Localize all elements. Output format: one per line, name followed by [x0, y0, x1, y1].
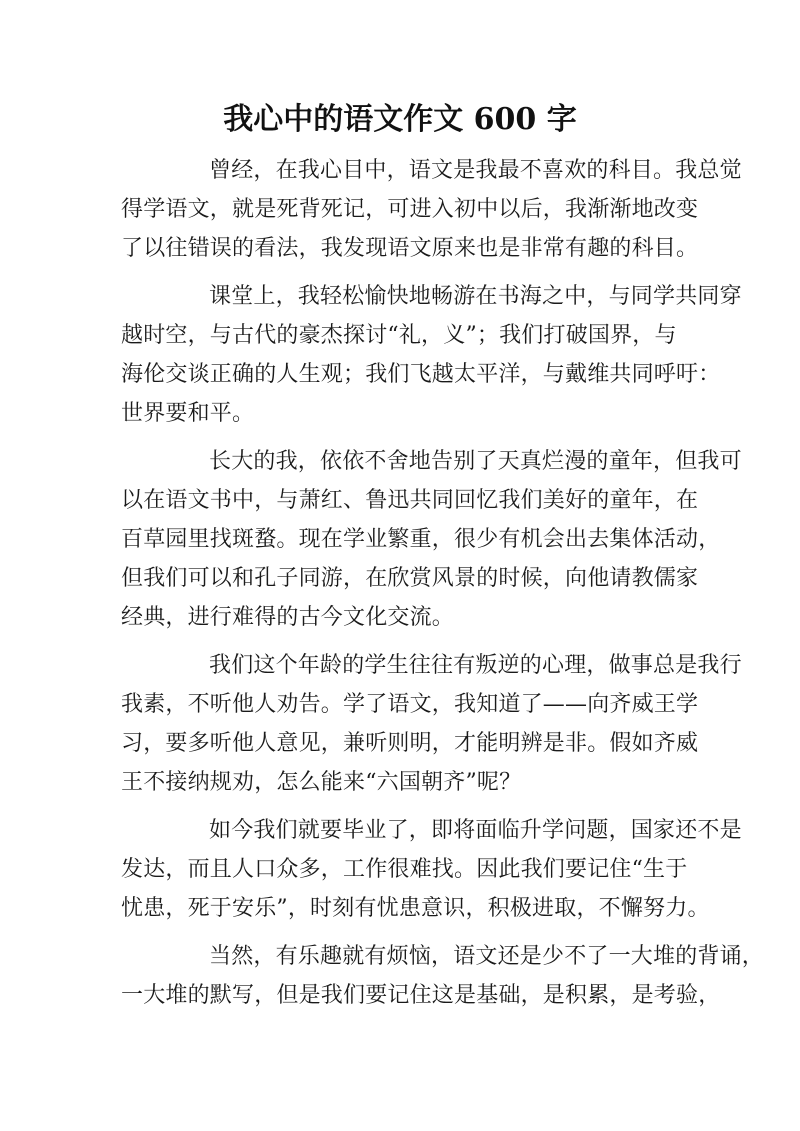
- text-line: 当然，有乐趣就有烦恼，语文还是少不了一大堆的背诵，: [209, 944, 765, 969]
- text-line: 但我们可以和孔子同游，在欣赏风景的时候，向他请教儒家: [121, 566, 699, 591]
- paragraph-4: [121, 646, 742, 802]
- text-line: 长大的我，依依不舍地告别了天真烂漫的童年，但我可: [209, 449, 742, 474]
- text-line: 习，要多听他人意见，兼听则明，才能明辨是非。假如齐威: [121, 731, 699, 756]
- text-line: 王不接纳规劝，怎么能来“六国朝齐”呢？: [121, 770, 522, 795]
- text-line: 以在语文书中，与萧红、鲁迅共同回忆我们美好的童年，在: [121, 488, 699, 513]
- document-body: [121, 151, 765, 1024]
- text-line: 我们这个年龄的学生往往有叛逆的心理，做事总是我行: [209, 653, 742, 678]
- text-line: 了以往错误的看法，我发现语文原来也是非常有趣的科目。: [121, 236, 699, 261]
- text-line: 课堂上，我轻松愉快地畅游在书海之中，与同学共同穿: [209, 284, 742, 309]
- paragraph-3: [121, 442, 742, 637]
- paragraph-6: [121, 937, 765, 1015]
- text-line: 我素，不听他人劝告。学了语文，我知道了——向齐威王学: [121, 692, 699, 717]
- paragraph-5: [121, 811, 742, 928]
- text-line: 海伦交谈正确的人生观；我们飞越太平洋，与戴维共同呼吁：: [121, 362, 721, 387]
- text-line: 越时空，与古代的豪杰探讨“礼，义”；我们打破国界，与: [121, 323, 677, 348]
- text-line: 一大堆的默写，但是我们要记住这是基础，是积累，是考验，: [121, 983, 721, 1008]
- text-line: 如今我们就要毕业了，即将面临升学问题，国家还不是: [209, 818, 742, 843]
- paragraph-2: [121, 277, 742, 433]
- text-line: 世界要和平。: [121, 401, 255, 426]
- text-line: 发达，而且人口众多，工作很难找。因此我们要记住“生于: [121, 857, 688, 882]
- text-line: 百草园里找斑蝥。现在学业繁重，很少有机会出去集体活动，: [121, 527, 721, 552]
- paragraph-1: [121, 151, 742, 268]
- document-title: 我心中的语文作文 600 字: [223, 102, 577, 137]
- text-line: 经典，进行难得的古今文化交流。: [121, 605, 455, 630]
- text-line: 忧患，死于安乐”，时刻有忧患意识，积极进取，不懈努力。: [121, 896, 710, 921]
- text-line: 曾经，在我心目中，语文是我最不喜欢的科目。我总觉: [209, 158, 742, 183]
- text-line: 得学语文，就是死背死记，可进入初中以后，我渐渐地改变: [121, 197, 699, 222]
